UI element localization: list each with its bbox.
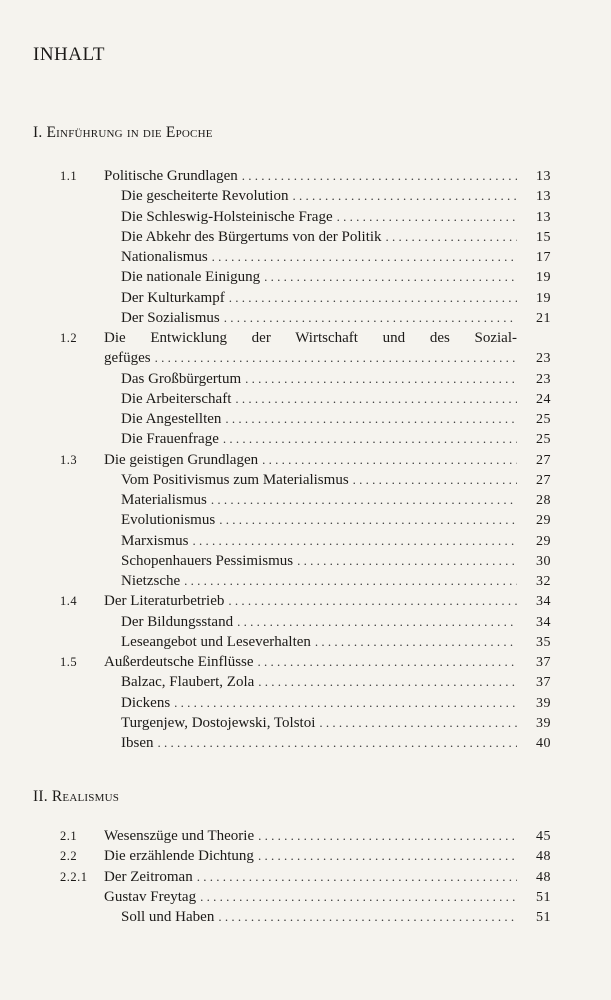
toc-entry-line <box>104 887 551 908</box>
toc-entry-title: Balzac, Flaubert, Zola <box>121 674 255 691</box>
toc-entry <box>0 409 611 429</box>
toc-entry-title: Die Entwicklung der Wirtschaft und des Sozial- <box>104 330 517 346</box>
toc-entry-title: Dickens <box>121 694 171 711</box>
dot-leader <box>258 826 517 846</box>
toc-entry-page: 27 <box>536 472 551 488</box>
toc-entry-number: 2.2 <box>60 849 78 864</box>
toc-entry-page: 30 <box>536 553 551 569</box>
section-heading-2 <box>33 788 119 806</box>
toc-entry-title: Der Zeitroman <box>104 868 193 885</box>
toc-entry-title: Die Angestellten <box>121 411 222 427</box>
dot-leader <box>229 288 517 308</box>
dot-leader <box>158 733 518 753</box>
dot-leader <box>237 612 517 632</box>
toc-entry <box>0 733 611 753</box>
toc-entry-page: 48 <box>536 849 551 865</box>
toc-entry-title: Der Kulturkampf <box>121 289 225 306</box>
toc-entry <box>0 846 611 866</box>
toc-entry-title: Die Schleswig-Holsteinische Frage <box>121 208 333 225</box>
toc-entry-title: Der Literaturbetrieb <box>104 593 225 610</box>
dot-leader <box>200 887 517 907</box>
toc-entry-title: Vom Positivismus zum Materialismus <box>121 471 349 488</box>
dot-leader <box>235 389 517 409</box>
section-label: Einführung in die Epoche <box>46 124 213 141</box>
toc-entry-line <box>121 693 551 714</box>
toc-entry <box>0 207 611 227</box>
toc-entry-page: 39 <box>536 695 551 711</box>
toc-entry-line <box>104 846 551 867</box>
toc-entry-title: Soll und Haben <box>121 909 215 925</box>
toc-entry-title: Die gescheiterte Revolution <box>121 188 289 205</box>
toc-entry-number: 1.3 <box>60 452 78 467</box>
toc-entry-page: 19 <box>536 270 551 286</box>
toc-entry <box>0 652 611 672</box>
toc-entry-title: Ibsen <box>121 735 154 751</box>
dot-leader <box>174 693 517 713</box>
toc-entry-number: 2.1 <box>60 829 78 843</box>
toc-entry-title: Das Großbürgertum <box>121 370 242 387</box>
toc-entry-title: Turgenjew, Dostojewski, Tolstoi <box>121 714 316 731</box>
toc-entry-title: Die Frauenfrage <box>121 431 219 448</box>
toc-entry-page: 19 <box>536 290 551 306</box>
toc-entry-title: Der Sozialismus <box>121 309 220 326</box>
toc-entry <box>0 867 611 887</box>
dot-leader <box>212 247 517 267</box>
toc-entry-line <box>121 672 551 693</box>
dot-leader <box>219 510 517 530</box>
toc-entry <box>0 531 611 551</box>
toc-entry-number: 2.2.1 <box>60 869 88 884</box>
toc-entry <box>0 348 611 368</box>
toc-entry-line <box>121 551 551 572</box>
toc-entry-page: 34 <box>536 614 551 630</box>
toc-entry <box>0 308 611 328</box>
toc-entry-line <box>104 826 551 847</box>
toc-entry <box>0 267 611 287</box>
toc-entry <box>0 227 611 247</box>
toc-entry <box>0 632 611 652</box>
dot-leader <box>211 490 517 510</box>
dot-leader <box>262 450 517 470</box>
toc-entry-line <box>121 247 551 268</box>
toc-entry-line <box>121 409 551 430</box>
toc-entry-number: 1.2 <box>60 331 78 345</box>
toc-entry-page: 39 <box>536 715 551 731</box>
toc-entry-line <box>121 389 551 410</box>
toc-entry <box>0 490 611 510</box>
toc-entry-title: Evolutionismus <box>121 512 216 529</box>
dot-leader <box>155 348 517 368</box>
toc-entry <box>0 887 611 907</box>
toc-entry-page: 34 <box>536 594 551 610</box>
toc-entry <box>0 450 611 470</box>
toc-entry <box>0 166 611 186</box>
toc-entry-page: 29 <box>536 513 551 529</box>
toc-entry-line <box>104 591 551 612</box>
dot-leader <box>245 369 517 389</box>
toc-entry-page: 51 <box>536 910 551 925</box>
toc-entry-line <box>121 490 551 511</box>
toc-entry-line <box>104 652 551 673</box>
toc-entry <box>0 389 611 409</box>
toc-entry-line <box>104 166 551 187</box>
toc-entry-page: 40 <box>536 736 551 751</box>
section-roman: I. <box>33 124 43 141</box>
toc-entry-page: 17 <box>536 250 551 265</box>
toc-entry <box>0 186 611 206</box>
toc-entry-line <box>121 207 551 228</box>
toc-entry <box>0 288 611 308</box>
toc-entry-line <box>121 308 551 329</box>
toc-entry <box>0 247 611 267</box>
dot-leader <box>353 470 517 490</box>
toc-entry-title: Politische Grundlagen <box>104 168 238 184</box>
toc-entry-title: Außerdeutsche Einflüsse <box>104 654 254 670</box>
dot-leader <box>297 551 517 571</box>
dot-leader <box>218 907 517 927</box>
toc-entry-line <box>121 632 551 653</box>
toc-entry-title: Wesenszüge und Theorie <box>104 828 255 844</box>
toc-entry-page: 48 <box>536 869 551 885</box>
toc-entry-title: Leseangebot und Leseverhalten <box>121 633 311 650</box>
toc-entry <box>0 672 611 692</box>
toc-entry-page: 37 <box>536 675 551 691</box>
dot-leader <box>197 867 517 887</box>
toc-entry-line <box>104 348 551 369</box>
dot-leader <box>292 186 517 206</box>
toc-entry-line <box>121 713 551 734</box>
dot-leader <box>258 652 517 672</box>
toc-entry-page: 51 <box>536 889 551 905</box>
toc-entry-line <box>121 510 551 531</box>
toc-entry <box>0 551 611 571</box>
toc-entry-line <box>121 470 551 491</box>
toc-entry-line <box>121 571 551 592</box>
toc-entry-page: 28 <box>536 493 551 508</box>
dot-leader <box>315 632 517 652</box>
toc-entry-title: Marxismus <box>121 532 189 549</box>
toc-entry-page: 32 <box>536 574 551 589</box>
toc-entry-page: 25 <box>536 432 551 448</box>
toc-entry-line <box>121 186 551 207</box>
toc-entry <box>0 826 611 846</box>
toc-entry-title: Die Abkehr des Bürgertums von der Politik <box>121 228 382 245</box>
toc-entry-title: Materialismus <box>121 492 207 508</box>
toc-entry-number: 1.5 <box>60 655 78 669</box>
toc-entry <box>0 470 611 490</box>
toc-entry-title: Schopenhauers Pessimismus <box>121 552 294 569</box>
toc-entry <box>0 571 611 591</box>
toc-entry <box>0 693 611 713</box>
dot-leader <box>319 713 517 733</box>
toc-entry-number: 1.1 <box>60 169 78 183</box>
toc-entry <box>0 713 611 733</box>
toc-entry-line <box>121 369 551 390</box>
toc-entry-title: Nationalismus <box>121 249 208 265</box>
section-label: Realismus <box>51 788 120 805</box>
dot-leader <box>264 267 517 287</box>
toc-entry-page: 35 <box>536 634 551 650</box>
toc-entry-line <box>121 288 551 309</box>
dot-leader <box>242 166 517 186</box>
toc-entry-title: Die erzählende Dichtung <box>104 848 254 865</box>
toc-entry <box>0 591 611 611</box>
dot-leader <box>258 672 517 692</box>
toc-entry-title: Gustav Freytag <box>104 888 197 905</box>
toc-entry-line <box>121 612 551 633</box>
toc-entry-page: 24 <box>536 391 551 407</box>
toc-entry-page: 15 <box>536 229 551 245</box>
toc-entry-line <box>104 450 551 471</box>
toc-entry-title: Die Arbeiterschaft <box>121 390 232 407</box>
toc-entry-title: Die geistigen Grundlagen <box>104 451 259 468</box>
dot-leader <box>224 308 517 328</box>
toc-entry-page: 37 <box>536 655 551 670</box>
toc-entry-page: 23 <box>536 371 551 387</box>
section-heading-1 <box>33 124 213 142</box>
toc-entry <box>0 328 611 348</box>
toc-entry-page: 13 <box>536 209 551 225</box>
dot-leader <box>386 227 517 247</box>
toc-entry-title: Nietzsche <box>121 573 181 589</box>
toc-entry-title: Der Bildungsstand <box>121 613 234 630</box>
toc-entry-page: 21 <box>536 310 551 326</box>
toc-entry <box>0 907 611 927</box>
section-roman: II. <box>33 788 48 805</box>
toc-entry-line <box>121 429 551 450</box>
toc-entry-title: Die nationale Einigung <box>121 269 261 286</box>
toc-entry-page: 23 <box>536 351 551 367</box>
toc-entry-line <box>121 531 551 552</box>
page-title: INHALT <box>33 44 105 65</box>
toc-entry-line <box>104 867 551 888</box>
toc-entry-page: 29 <box>536 533 551 549</box>
dot-leader <box>193 531 518 551</box>
toc-entry <box>0 369 611 389</box>
toc-entry-line <box>121 907 551 928</box>
dot-leader <box>225 409 517 429</box>
toc-entry-title: gefüges <box>104 350 151 367</box>
toc-entry <box>0 612 611 632</box>
toc-entry <box>0 510 611 530</box>
toc-entry-line <box>121 267 551 288</box>
toc-entry-line <box>121 733 551 754</box>
toc-entry-line <box>121 227 551 248</box>
toc-entry-page: 13 <box>536 169 551 184</box>
toc-entry-page: 27 <box>536 452 551 468</box>
toc-entry-page: 13 <box>536 189 551 205</box>
toc-entry-number: 1.4 <box>60 594 78 609</box>
dot-leader <box>184 571 517 591</box>
toc-entry-page: 45 <box>536 829 551 844</box>
dot-leader <box>337 207 517 227</box>
dot-leader <box>223 429 517 449</box>
dot-leader <box>258 846 517 866</box>
toc-entry <box>0 429 611 449</box>
dot-leader <box>228 591 517 611</box>
toc-entry-page: 25 <box>536 412 551 427</box>
